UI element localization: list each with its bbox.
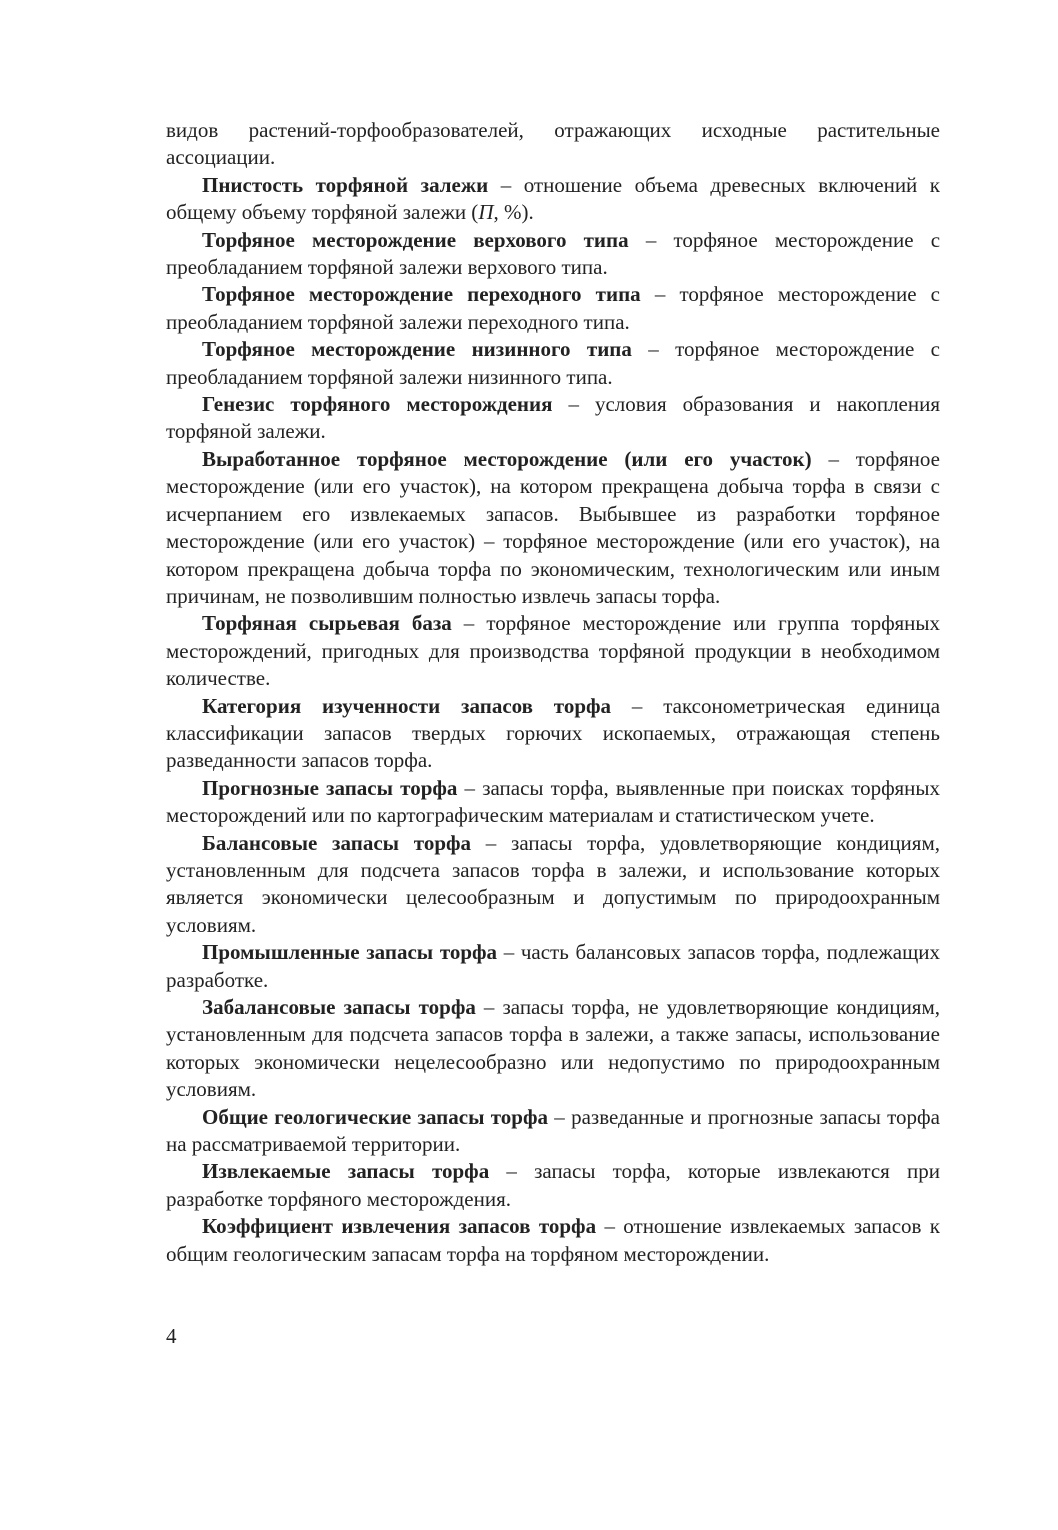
definition-dash: – xyxy=(457,775,483,800)
definition-dash: – xyxy=(497,940,521,965)
definition-text: отношение извлекаемых запасов к общим геологическим запасам торфа на торфяном месторождении. xyxy=(166,1214,941,1266)
definition-symbol: П xyxy=(478,200,494,225)
definition-dash: – xyxy=(552,392,595,417)
definition-paragraph xyxy=(166,172,940,227)
definition-dash: – xyxy=(611,693,664,718)
definition-text: запасы торфа, удовлетворяющие кондициям, установленным для подсчета запасов торфа в залежи, и использование которых является экономически целесообразным и допустимым по природоохранным условиям. xyxy=(166,830,940,937)
definition-dash: – xyxy=(488,172,524,197)
definition-term: Торфяная сырьевая база xyxy=(202,611,452,636)
definition-paragraph xyxy=(166,1104,940,1159)
definition-text: торфяное месторождение (или его участок), на котором прекращена добыча торфа в связи с исчерпанием его извлекаемых запасов. Выбывшее из разработки торфяное месторождение (или его участок) – торфяное месторождение (или его участок), на котором прекращена добыча торфа по экономическим, технологическим или иным причинам, не позволившим полностью извлечь запасы торфа. xyxy=(166,446,940,608)
definition-paragraph xyxy=(166,994,940,1104)
definition-paragraph xyxy=(166,830,940,940)
definition-term: Генезис торфяного месторождения xyxy=(202,392,553,417)
definition-dash: – xyxy=(451,611,487,636)
definition-dash: – xyxy=(548,1104,572,1129)
definition-paragraph xyxy=(166,1213,940,1268)
definition-term: Торфяное месторождение переходного типа xyxy=(202,282,641,307)
page-body xyxy=(166,117,940,1268)
definition-text: торфяное месторождение с преобладанием торфяной залежи низинного типа. xyxy=(166,337,941,389)
definition-paragraph xyxy=(166,391,940,446)
definition-term: Забалансовые запасы торфа xyxy=(202,995,476,1019)
definition-term: Выработанное торфяное месторождение (или его участок) xyxy=(202,446,812,471)
definition-text: торфяное месторождение с преобладанием торфяной залежи верхового типа. xyxy=(166,227,941,280)
definition-term: Коэффициент извлечения запасов торфа xyxy=(202,1214,597,1239)
definition-term: Категория изученности запасов торфа xyxy=(202,693,612,718)
definition-term: Общие геологические запасы торфа xyxy=(202,1104,549,1129)
definition-dash: – xyxy=(631,337,676,362)
definition-dash: – xyxy=(489,1159,535,1184)
definition-text: торфяное месторождение с преобладанием торфяной залежи переходного типа. xyxy=(166,282,941,334)
definition-paragraph xyxy=(166,939,940,994)
definition-text: разведанные и прогнозные запасы торфа на рассматриваемой территории. xyxy=(166,1104,940,1157)
definition-term: Извлекаемые запасы торфа xyxy=(202,1159,490,1184)
definition-text: запасы торфа, которые извлекаются при разработке торфяного месторождения. xyxy=(166,1159,940,1211)
definition-text: таксонометрическая единица классификации запасов твердых горючих ископаемых, отражающая степень разведанности запасов торфа. xyxy=(166,693,941,773)
definition-text: торфяное месторождение или группа торфяных месторождений, пригодных для производства торфяной продукции в необходимом количестве. xyxy=(166,611,941,691)
definition-text: запасы торфа, не удовлетворяющие кондициям, установленным для подсчета запасов торфа в залежи, а также запасы, использование которых экономически нецелесообразно или недопустимо по природоохранным условиям. xyxy=(166,995,940,1102)
definition-paragraph xyxy=(166,610,940,692)
definition-text: отношение объема древесных включений к общему объему торфяной залежи ( xyxy=(166,172,940,225)
definition-text-tail: , %). xyxy=(493,200,534,225)
definition-paragraph xyxy=(166,336,940,391)
definition-text: условия образования и накопления торфяной залежи. xyxy=(166,392,941,444)
definition-paragraph xyxy=(166,446,940,610)
definition-dash: – xyxy=(471,830,512,855)
page-number: 4 xyxy=(166,1324,177,1348)
definition-paragraph xyxy=(166,693,940,775)
definition-text: часть балансовых запасов торфа, подлежащих разработке. xyxy=(166,940,940,992)
definition-term: Прогнозные запасы торфа xyxy=(202,775,458,800)
definition-dash: – xyxy=(596,1214,624,1239)
definition-term: Балансовые запасы торфа xyxy=(202,830,472,855)
definition-text: запасы торфа, выявленные при поисках торфяных месторождений или по картографическим материалам и статистическом учете. xyxy=(166,775,941,828)
definition-term: Торфяное месторождение верхового типа xyxy=(202,227,629,252)
definition-dash: – xyxy=(628,227,674,252)
definition-paragraph xyxy=(166,281,940,336)
definition-dash: – xyxy=(811,446,856,471)
definition-paragraph xyxy=(166,775,940,830)
continuation-paragraph: видов растений-торфообразователей, отражающих исходные растительные ассоциации. xyxy=(166,118,940,170)
definition-term: Промышленные запасы торфа xyxy=(202,940,498,965)
definition-paragraph xyxy=(166,227,940,282)
definition-dash: – xyxy=(640,282,680,307)
definition-term: Пнистость торфяной залежи xyxy=(202,172,489,197)
definition-paragraph xyxy=(166,1158,940,1213)
definition-term: Торфяное месторождение низинного типа xyxy=(202,337,632,362)
definition-dash: – xyxy=(475,995,503,1019)
